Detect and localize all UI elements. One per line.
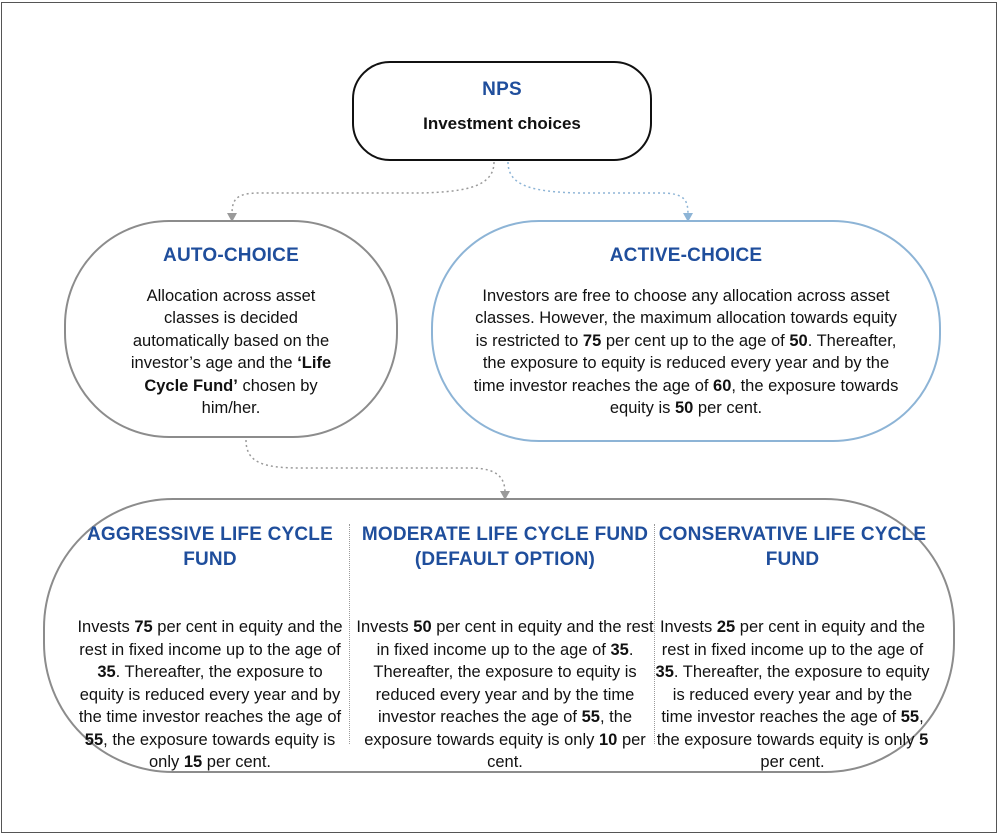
auto-choice-description: Allocation across asset classes is decided automatically based on the investor’s age and the ‘Life Cycle Fund’ chosen by him/her. xyxy=(130,287,332,418)
aggressive-fund-title: AGGRESSIVE LIFE CYCLE FUND xyxy=(87,524,333,570)
active-choice-title: ACTIVE-CHOICE xyxy=(609,245,763,266)
life-cycle-fund-label: ‘Life Cycle Fund’ xyxy=(144,354,332,395)
conservative-fund xyxy=(655,522,930,774)
moderate-fund-description: Invests 50 per cent in equity and the rest in fixed income up to the age of 35. Thereafter, the exposure to equity is reduced every year and by the time investor reaches the age of 55, the exposure towards equity is only 10 per cent. xyxy=(356,618,654,771)
conservative-fund-title: CONSERVATIVE LIFE CYCLE FUND xyxy=(658,524,927,570)
fund-divider xyxy=(349,524,350,744)
moderate-fund xyxy=(355,522,655,774)
moderate-fund-title: MODERATE LIFE CYCLE FUND (DEFAULT OPTION) xyxy=(361,524,649,570)
active-choice-description: Investors are free to choose any allocation across asset classes. However, the maximum allocation towards equity is restricted to 75 per cent up to the age of 50. Thereafter, the exposure to equity is reduced every year and by the time investor reaches the age of 60, the exposure towards equity is 50 per cent. xyxy=(473,287,899,418)
aggressive-fund xyxy=(75,522,345,774)
life-cycle-funds-box xyxy=(43,498,955,773)
auto-choice-title: AUTO-CHOICE xyxy=(163,245,299,266)
nps-subtitle: Investment choices xyxy=(423,114,581,133)
aggressive-fund-description: Invests 75 per cent in equity and the rest in fixed income up to the age of 35. Thereafter, the exposure to equity is reduced every year and by the time investor reaches the age of 55, the exposure towards equity is only 15 per cent. xyxy=(77,618,343,771)
nps-box xyxy=(352,61,652,161)
auto-choice-box xyxy=(64,220,398,438)
conservative-fund-description: Invests 25 per cent in equity and the rest in fixed income up to the age of 35. Thereafter, the exposure to equity is reduced every year and by the time investor reaches the age of 55, the exposure towards equity is only 5 per cent. xyxy=(655,618,930,771)
nps-title: NPS xyxy=(482,79,522,100)
active-choice-box xyxy=(431,220,941,442)
